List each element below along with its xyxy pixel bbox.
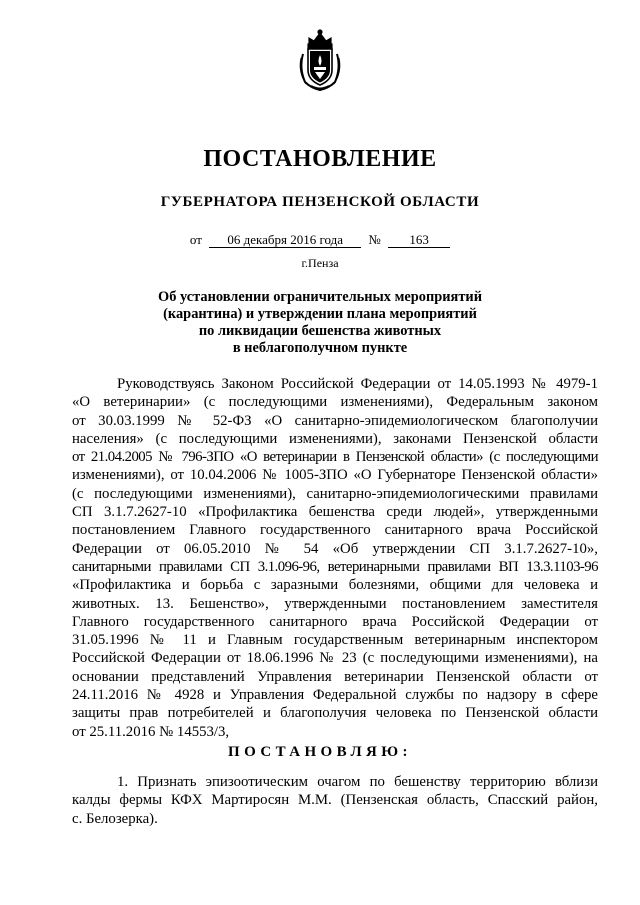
text-line: Руководствуясь Законом Российской Федерации от 14.05.1993 № 4979-1 xyxy=(117,376,598,392)
text-line: 31.05.1996 № 11 и Главным государственным ветеринарным инспектором xyxy=(72,632,598,649)
text-line: защиты прав потребителей и благополучия человека по Пензенской области xyxy=(72,705,598,722)
text-line: 1. Признать эпизоотическим очагом по бешенству территорию вблизи xyxy=(117,774,598,790)
text-line: санитарными правилами СП 3.1.096-96, ветеринарными правилами ВП 13.3.1103-96 xyxy=(72,558,598,575)
subject-line: в неблагополучном пункте xyxy=(232,340,408,356)
document-date: 06 декабря 2016 года xyxy=(209,233,361,248)
text-line: Главного государственного санитарного врача Российской Федерации от xyxy=(72,613,598,630)
subject-line: по ликвидации бешенства животных xyxy=(198,323,442,339)
subject-line: Об установлении ограничительных мероприятий xyxy=(158,289,482,305)
city: г.Пенза xyxy=(301,256,339,270)
date-prefix: от xyxy=(189,232,202,247)
text-line: «Профилактика и борьба с заразными болезнями, общими для человека и xyxy=(72,577,598,594)
text-line: животных. 13. Бешенство», утвержденными постановлением заместителя xyxy=(72,595,598,612)
coat-of-arms-emblem xyxy=(297,28,343,92)
text-line: от 25.11.2016 № 14553/3, xyxy=(72,723,230,740)
text-line: основании представлений Управления ветеринарии Пензенской области от xyxy=(72,668,598,685)
text-line: постановлением Главного государственного санитарного врача Российской xyxy=(72,522,598,539)
document-subject xyxy=(90,289,550,357)
preamble-paragraph xyxy=(72,375,598,741)
text-line: Федерации от 06.05.2010 № 54 «Об утверждении СП 3.1.7.2627-10», xyxy=(72,540,598,557)
date-number-line xyxy=(0,232,640,248)
text-line: СП 3.1.7.2627-10 «Профилактика бешенства среди людей», утвержденными xyxy=(72,504,598,521)
issuer-title: ГУБЕРНАТОРА ПЕНЗЕНСКОЙ ОБЛАСТИ xyxy=(160,194,480,210)
text-line: от 30.03.1999 № 52-ФЗ «О санитарно-эпидемиологическом благополучии xyxy=(72,412,598,429)
text-line: калды фермы КФХ Мартиросян М.М. (Пензенская область, Спасский район, xyxy=(72,792,598,809)
text-line: 24.11.2016 № 4928 и Управления Федеральной службы по надзору в сфере xyxy=(72,687,598,704)
text-line: «О ветеринарии» (с последующими изменениями), Федеральным законом xyxy=(72,394,598,411)
text-line: Российской Федерации от 18.06.1996 № 23 (с последующими изменениями), на xyxy=(72,650,598,667)
text-line: изменениями), от 10.04.2006 № 1005-ЗПО «О Губернаторе Пензенской области» xyxy=(72,467,598,484)
decree-word: ПОСТАНОВЛЯЮ: xyxy=(228,744,412,760)
text-line: (с последующими изменениями), санитарно-эпидемиологическими правилами xyxy=(72,485,598,502)
text-line: от 21.04.2005 № 796-ЗПО «О ветеринарии в Пензенской области» (с последующими xyxy=(72,449,598,466)
subject-line: (карантина) и утверждении плана мероприятий xyxy=(163,306,477,322)
text-line: с. Белозерка). xyxy=(72,810,158,827)
number-label: № xyxy=(368,232,381,247)
text-line: населения» (с последующими изменениями), законами Пензенской области xyxy=(72,430,598,447)
document-number: 163 xyxy=(388,233,450,248)
document-type-title: ПОСТАНОВЛЕНИЕ xyxy=(203,146,437,172)
decree-item-1 xyxy=(72,773,598,828)
